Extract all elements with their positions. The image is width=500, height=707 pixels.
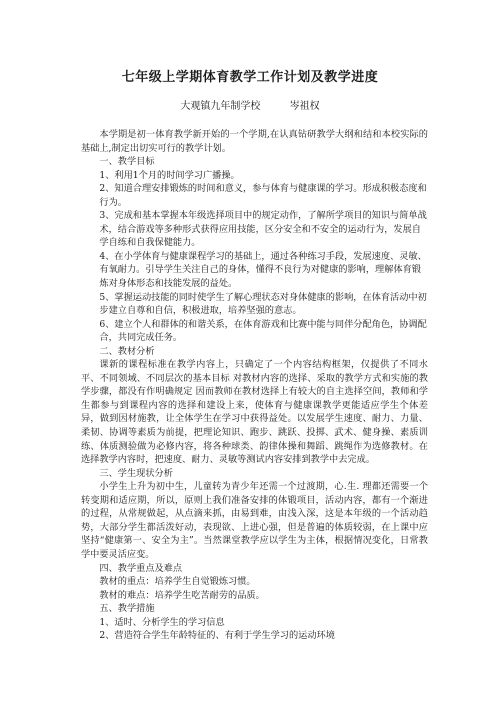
document-body: [81, 128, 428, 643]
list-item: 教材的重点：培养学生自觉锻炼习惯。: [99, 576, 256, 588]
section-heading: 四、教学重点及难点: [99, 562, 183, 574]
list-item: 2、知道合理安排锻炼的时间和意义，参与体育与健康课的学习。形成积极态度和行为。: [99, 183, 427, 208]
list-item: 3、完成和基本掌握本年级选择项目中的规定动作，了解所学项目的知识与简单战术，结合游戏等多种形式获得应用技能，区分安全和不安全的运动行为，发展自学自练和自我保健能力。: [99, 210, 427, 249]
section-paragraph: 课新的课程标准在教学内容上，只确定了一个内容结构框架，仅提供了不同水平、不同领域、不同层次的基本目标 对教材内容的选择、采取的教学方式和实施的教学步骤，都没有作明确规定 因而教师在教材选择上有较大的自主选择空间，教师和学生都参与到课程内容的选择和建设上来，使体育与健康课教学更能适应学生个体差异，做到因材施教，让全体学生在学习中获得益处。以发展学生速度、耐力、力量、柔韧、协调等素质为前提，把理论知识、跑步、跳跃、投掷、武术、健身操、素质训练、体质测验做为必修内容，将各种球类、韵律体操和舞蹈、跳绳作为选修教材。在选择教学内容时，把速度、耐力、灵敏等测试内容安排到教学中去完成。: [81, 359, 428, 466]
list-item: 4、在小学体育与健康课程学习的基础上，通过各种练习手段，发展速度、灵敏、有氧耐力。引导学生关注自己的身体，懂得不良行为对健康的影响，理解体育锻炼对身体形态和技能发展的益处。: [99, 250, 427, 290]
list-item: 6、建立个人和群体的和谐关系，在体育游戏和比赛中能与同伴分配角色，协调配合，共同完成任务。: [99, 318, 427, 344]
section-paragraph: 小学生上升为初中生，儿童转为青少年还需一个过渡期，心.生. 理都还需要一个转变期和适应期，所以，原则上我们准备安排的体锻项目，活动内容，都有一个渐进的过程，从常规做起，从点滴来抓，由易到难，由浅入深，这是本年级的一个活动趋势，大部分学生都活泼好动，表现欲、上进心强，但是普遍的体质较弱，在上课中应坚持“健康第一、安全为主”。当然课堂教学应以学生为主体，根据情况变化，日常教学中要灵活应变。: [81, 481, 428, 560]
section-heading: 五、教学措施: [99, 603, 155, 615]
list-item: 1、适时、分析学生的学习信息: [99, 616, 225, 628]
byline: [0, 97, 500, 112]
section-heading: 一、教学目标: [99, 156, 155, 168]
intro-paragraph: 本学期是初一体育教学新开始的一个学期,在认真钻研教学大纲和结和本校实际的基础上,制定出切实可行的教学计划。: [81, 129, 428, 154]
list-item: 2、营造符合学生年龄特征的、有利于学生学习的运动环境: [99, 630, 335, 642]
page-title: 七年级上学期体育教学工作计划及教学进度: [121, 70, 379, 85]
list-item: 教材的难点：培养学生吃苦耐劳的品质。: [99, 589, 265, 601]
section-heading: 二、教材分析: [99, 345, 155, 357]
school-name: 大观镇九年制学校: [180, 101, 261, 112]
section-heading: 三、学生现状分析: [99, 467, 173, 479]
list-item: 5、掌握运动技能的同时使学生了解心理状态对身体健康的影响，在体育活动中初步建立自尊和自信，积极进取，培养坚强的意志。: [99, 291, 427, 317]
author-name: 岑祖权: [289, 101, 320, 112]
list-item: 1、利用1个月的时间学习广播操。: [99, 169, 240, 181]
